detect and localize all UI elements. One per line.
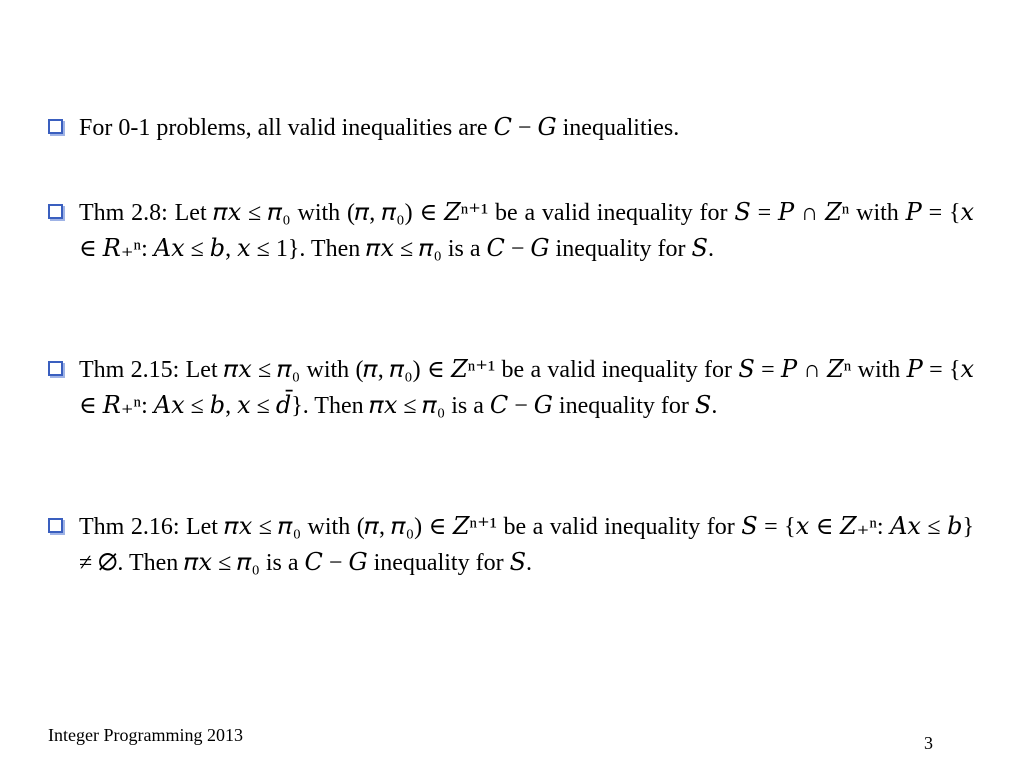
bullet-text: Thm 2.16: Let 𝜋𝑥 ≤ 𝜋₀ with (𝜋, 𝜋₀) ∈ 𝑍ⁿ⁺¹ be a valid inequality for 𝑆 = {𝑥 ∈ 𝑍₊ⁿ: 𝐴𝑥 ≤ 𝑏} ≠ ∅. Then 𝜋𝑥 ≤ 𝜋₀ is a 𝐶 − 𝐺 inequality for 𝑆. [79, 514, 974, 576]
square-bullet-icon [48, 119, 63, 134]
bullet-text: For 0-1 problems, all valid inequalities are 𝐶 − 𝐺 inequalities. [79, 115, 680, 141]
square-bullet-icon [48, 204, 63, 219]
page-number: 3 [924, 733, 933, 753]
square-bullet-icon [48, 361, 63, 376]
footer-course: Integer Programming 2013 [48, 725, 243, 745]
bullet-item [48, 195, 974, 267]
bullet-item [48, 110, 974, 146]
bullet-item [48, 509, 974, 581]
bullet-text: Thm 2.8: Let 𝜋𝑥 ≤ 𝜋₀ with (𝜋, 𝜋₀) ∈ 𝑍ⁿ⁺¹ be a valid inequality for 𝑆 = 𝑃 ∩ 𝑍ⁿ with 𝑃 = {𝑥 ∈ 𝑅₊ⁿ: 𝐴𝑥 ≤ 𝑏, 𝑥 ≤ 1}. Then 𝜋𝑥 ≤ 𝜋₀ is a 𝐶 − 𝐺 inequality for 𝑆. [79, 200, 974, 262]
bullet-text: Thm 2.15: Let 𝜋𝑥 ≤ 𝜋₀ with (𝜋, 𝜋₀) ∈ 𝑍ⁿ⁺¹ be a valid inequality for 𝑆 = 𝑃 ∩ 𝑍ⁿ with 𝑃 = {𝑥 ∈ 𝑅₊ⁿ: 𝐴𝑥 ≤ 𝑏, 𝑥 ≤ 𝑑̄}. Then 𝜋𝑥 ≤ 𝜋₀ is a 𝐶 − 𝐺 inequality for 𝑆. [79, 357, 974, 419]
square-bullet-icon [48, 518, 63, 533]
bullet-item [48, 352, 974, 424]
